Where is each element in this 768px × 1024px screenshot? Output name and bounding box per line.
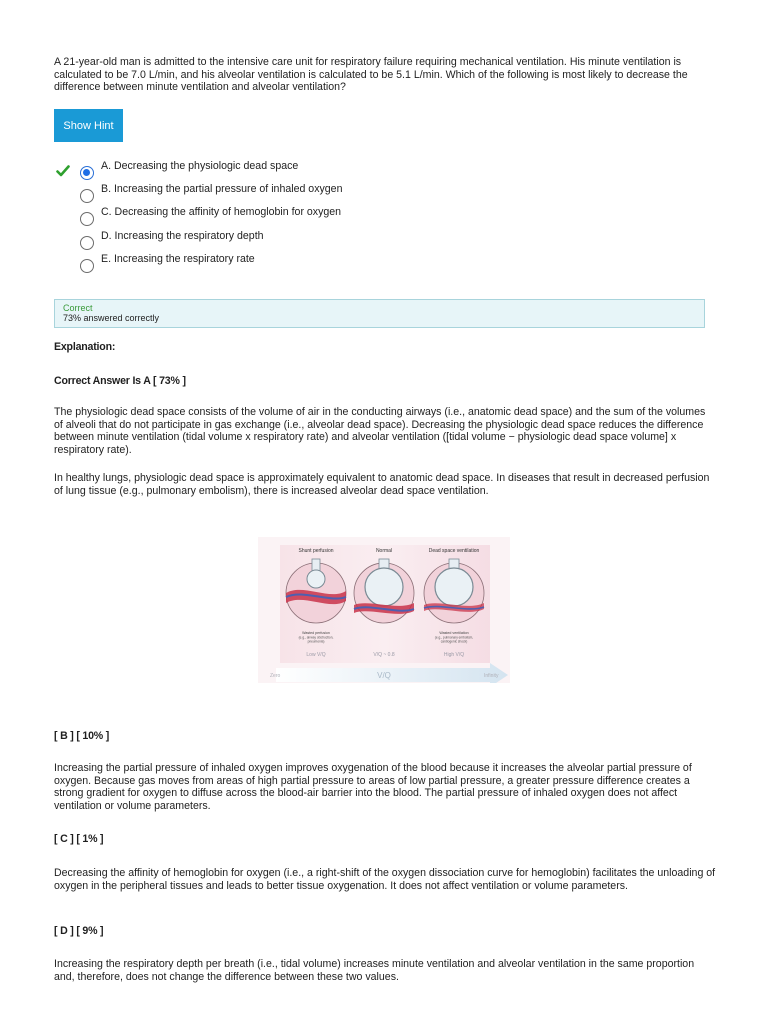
option-letter: D.: [101, 230, 112, 242]
option-d-explanation: Increasing the respiratory depth per breath (i.e., tidal volume) increases minute ventilation and alveolar ventilation in the same proportion and, therefore, does not change the difference between these two values.: [54, 958, 695, 983]
option-label: Increasing the respiratory rate: [113, 253, 255, 265]
answer-option-d[interactable]: [80, 230, 264, 248]
axis-infinity-label: Infinity: [484, 673, 499, 679]
explanation-paragraph: In healthy lungs, physiologic dead space is approximately equivalent to anatomic dead space. In diseases that result in decreased perfusion of lung tissue (e.g., pulmonary embolism), there is increased alveolar dead space ventilation.: [54, 472, 710, 497]
explanation-paragraph: The physiologic dead space consists of the volume of air in the conducting airways (i.e., anatomic dead space) and the sum of the volumes of alveoli that do not participate in gas exchange (i.e., alveolar dead space). Decreasing the physiologic dead space reduces the difference between minute ventilation (tidal volume x respiratory rate) and alveolar ventilation ([tidal volume − physiologic dead space volume] x respiratory rate).: [54, 406, 706, 456]
radio-e[interactable]: [80, 259, 94, 273]
normal-vq-label: V/Q ~ 0.8: [373, 652, 395, 658]
option-c-heading: [ C ] [ 1% ]: [54, 833, 104, 845]
option-label: Increasing the respiratory depth: [114, 230, 264, 242]
option-label: Decreasing the affinity of hemoglobin for oxygen: [114, 206, 342, 218]
radio-b[interactable]: [80, 189, 94, 203]
correct-answer-heading: Correct Answer Is A [ 73% ]: [54, 375, 186, 387]
answer-option-a[interactable]: [80, 160, 298, 178]
axis-title: V/Q: [377, 671, 391, 680]
label-normal: Normal: [375, 548, 393, 554]
shunt-caption: (e.g., airway obstruction,: [298, 635, 334, 640]
shunt-caption: Wasted perfusion: [302, 631, 330, 635]
low-vq-label: Low V/Q: [306, 652, 326, 658]
option-letter: A.: [101, 160, 112, 172]
result-status: Correct: [63, 303, 93, 313]
answer-option-c[interactable]: [80, 206, 341, 224]
vq-mismatch-figure: [258, 537, 510, 683]
explanation-title: Explanation:: [54, 341, 116, 353]
correct-check-icon: [56, 164, 70, 178]
dead-caption: (e.g., pulmonary embolism,: [434, 635, 474, 640]
option-c-explanation: Decreasing the affinity of hemoglobin for oxygen (i.e., a right-shift of the oxygen dissociation curve for hemoglobin) facilitates the unloading of oxygen in the peripheral tissues and leads to better tissue oxygenation. It does not affect ventilation or volume parameters.: [54, 867, 716, 892]
axis-zero-label: Zero: [270, 673, 281, 679]
option-letter: C.: [101, 206, 112, 218]
option-d-heading: [ D ] [ 9% ]: [54, 925, 104, 937]
answer-option-e[interactable]: [80, 253, 255, 271]
option-label: Decreasing the physiologic dead space: [113, 160, 299, 172]
label-shunt: Shunt perfusion: [298, 548, 334, 554]
result-banner: [54, 299, 705, 328]
dead-caption: cardiogenic shock): [440, 639, 468, 644]
radio-d[interactable]: [80, 236, 94, 250]
option-label: Increasing the partial pressure of inhaled oxygen: [113, 183, 343, 195]
percent-correct: 73% answered correctly: [63, 313, 160, 323]
shunt-caption: pneumonia): [307, 639, 325, 644]
question-text: A 21-year-old man is admitted to the intensive care unit for respiratory failure requiring mechanical ventilation. His minute ventilation is calculated to be 7.0 L/min, and his alveolar ventilation is calculated to be 5.1 L/min. Which of the following is most likely to decrease the difference between minute ventilation and alveolar ventilation?: [54, 56, 688, 94]
answer-option-b[interactable]: [80, 183, 342, 201]
label-dead-space: Dead space ventilation: [428, 548, 480, 554]
option-b-explanation: Increasing the partial pressure of inhaled oxygen improves oxygenation of the blood because it increases the alveolar partial pressure of oxygen. Because gas moves from areas of high partial pressure to areas of low partial pressure, a greater pressure difference creates a strong gradient for oxygen to diffuse across the blood-air barrier into the blood. The partial pressure of inhaled oxygen does not affect ventilation or volume parameters.: [54, 762, 692, 812]
option-letter: E.: [101, 253, 112, 265]
show-hint-button[interactable]: Show Hint: [54, 109, 123, 142]
option-letter: B.: [101, 183, 112, 195]
dead-caption: Wasted ventilation: [439, 631, 469, 635]
option-b-heading: [ B ] [ 10% ]: [54, 730, 110, 742]
radio-c[interactable]: [80, 212, 94, 226]
high-vq-label: High V/Q: [443, 652, 465, 658]
radio-a[interactable]: [80, 166, 94, 180]
